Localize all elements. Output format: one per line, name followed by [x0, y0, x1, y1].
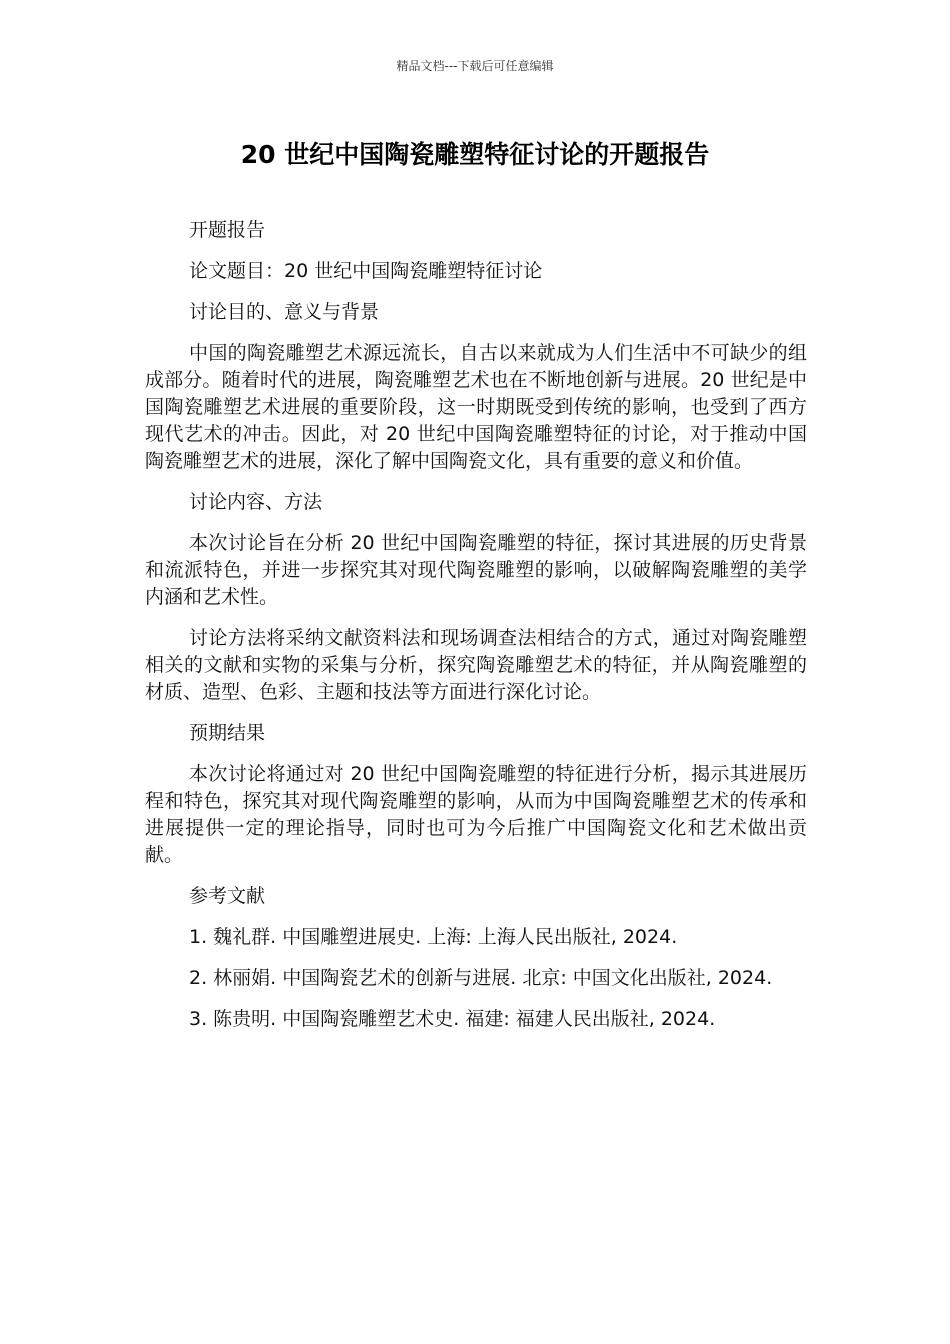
document-body: [145, 217, 807, 1047]
reference-item-3: 3. 陈贵明. 中国陶瓷雕塑艺术史. 福建: 福建人民出版社, 2024.: [189, 1008, 716, 1030]
section-heading-proposal: 开题报告: [189, 219, 266, 241]
paragraph-background: 中国的陶瓷雕塑艺术源远流长，自古以来就成为人们生活中不可缺少的组成部分。随着时代的进展，陶瓷雕塑艺术也在不断地创新与进展。20 世纪是中国陶瓷雕塑艺术进展的重要阶段，这一时期既受到传统的影响，也受到了西方现代艺术的冲击。因此，对 20 世纪中国陶瓷雕塑特征的讨论，对于推动中国陶瓷雕塑艺术的进展，深化了解中国陶瓷文化，具有重要的意义和价值。: [145, 342, 807, 472]
thesis-title-line: 论文题目：20 世纪中国陶瓷雕塑特征讨论: [189, 260, 543, 282]
reference-item-2: 2. 林丽娟. 中国陶瓷艺术的创新与进展. 北京: 中国文化出版社, 2024.: [189, 967, 773, 989]
section-heading-content-method: 讨论内容、方法: [189, 491, 323, 513]
reference-item-1: 1. 魏礼群. 中国雕塑进展史. 上海: 上海人民出版社, 2024.: [189, 926, 678, 948]
paragraph-expected-results: 本次讨论将通过对 20 世纪中国陶瓷雕塑的特征进行分析，揭示其进展历程和特色，探究其对现代陶瓷雕塑的影响，从而为中国陶瓷雕塑艺术的传承和进展提供一定的理论指导，同时也可为今后推广中国陶瓷文化和艺术做出贡献。: [145, 763, 807, 866]
section-heading-expected-results: 预期结果: [189, 722, 266, 744]
page-header-note: 精品文档---下载后可任意编辑: [396, 59, 554, 73]
section-heading-purpose: 讨论目的、意义与背景: [189, 301, 380, 323]
document-title: 20 世纪中国陶瓷雕塑特征讨论的开题报告: [240, 140, 710, 169]
paragraph-content: 本次讨论旨在分析 20 世纪中国陶瓷雕塑的特征，探讨其进展的历史背景和流派特色，并进一步探究其对现代陶瓷雕塑的影响，以破解陶瓷雕塑的美学内涵和艺术性。: [145, 532, 807, 608]
paragraph-method: 讨论方法将采纳文献资料法和现场调查法相结合的方式，通过对陶瓷雕塑相关的文献和实物的采集与分析，探究陶瓷雕塑艺术的特征，并从陶瓷雕塑的材质、造型、色彩、主题和技法等方面进行深化讨论。: [145, 627, 807, 703]
section-heading-references: 参考文献: [189, 885, 266, 907]
